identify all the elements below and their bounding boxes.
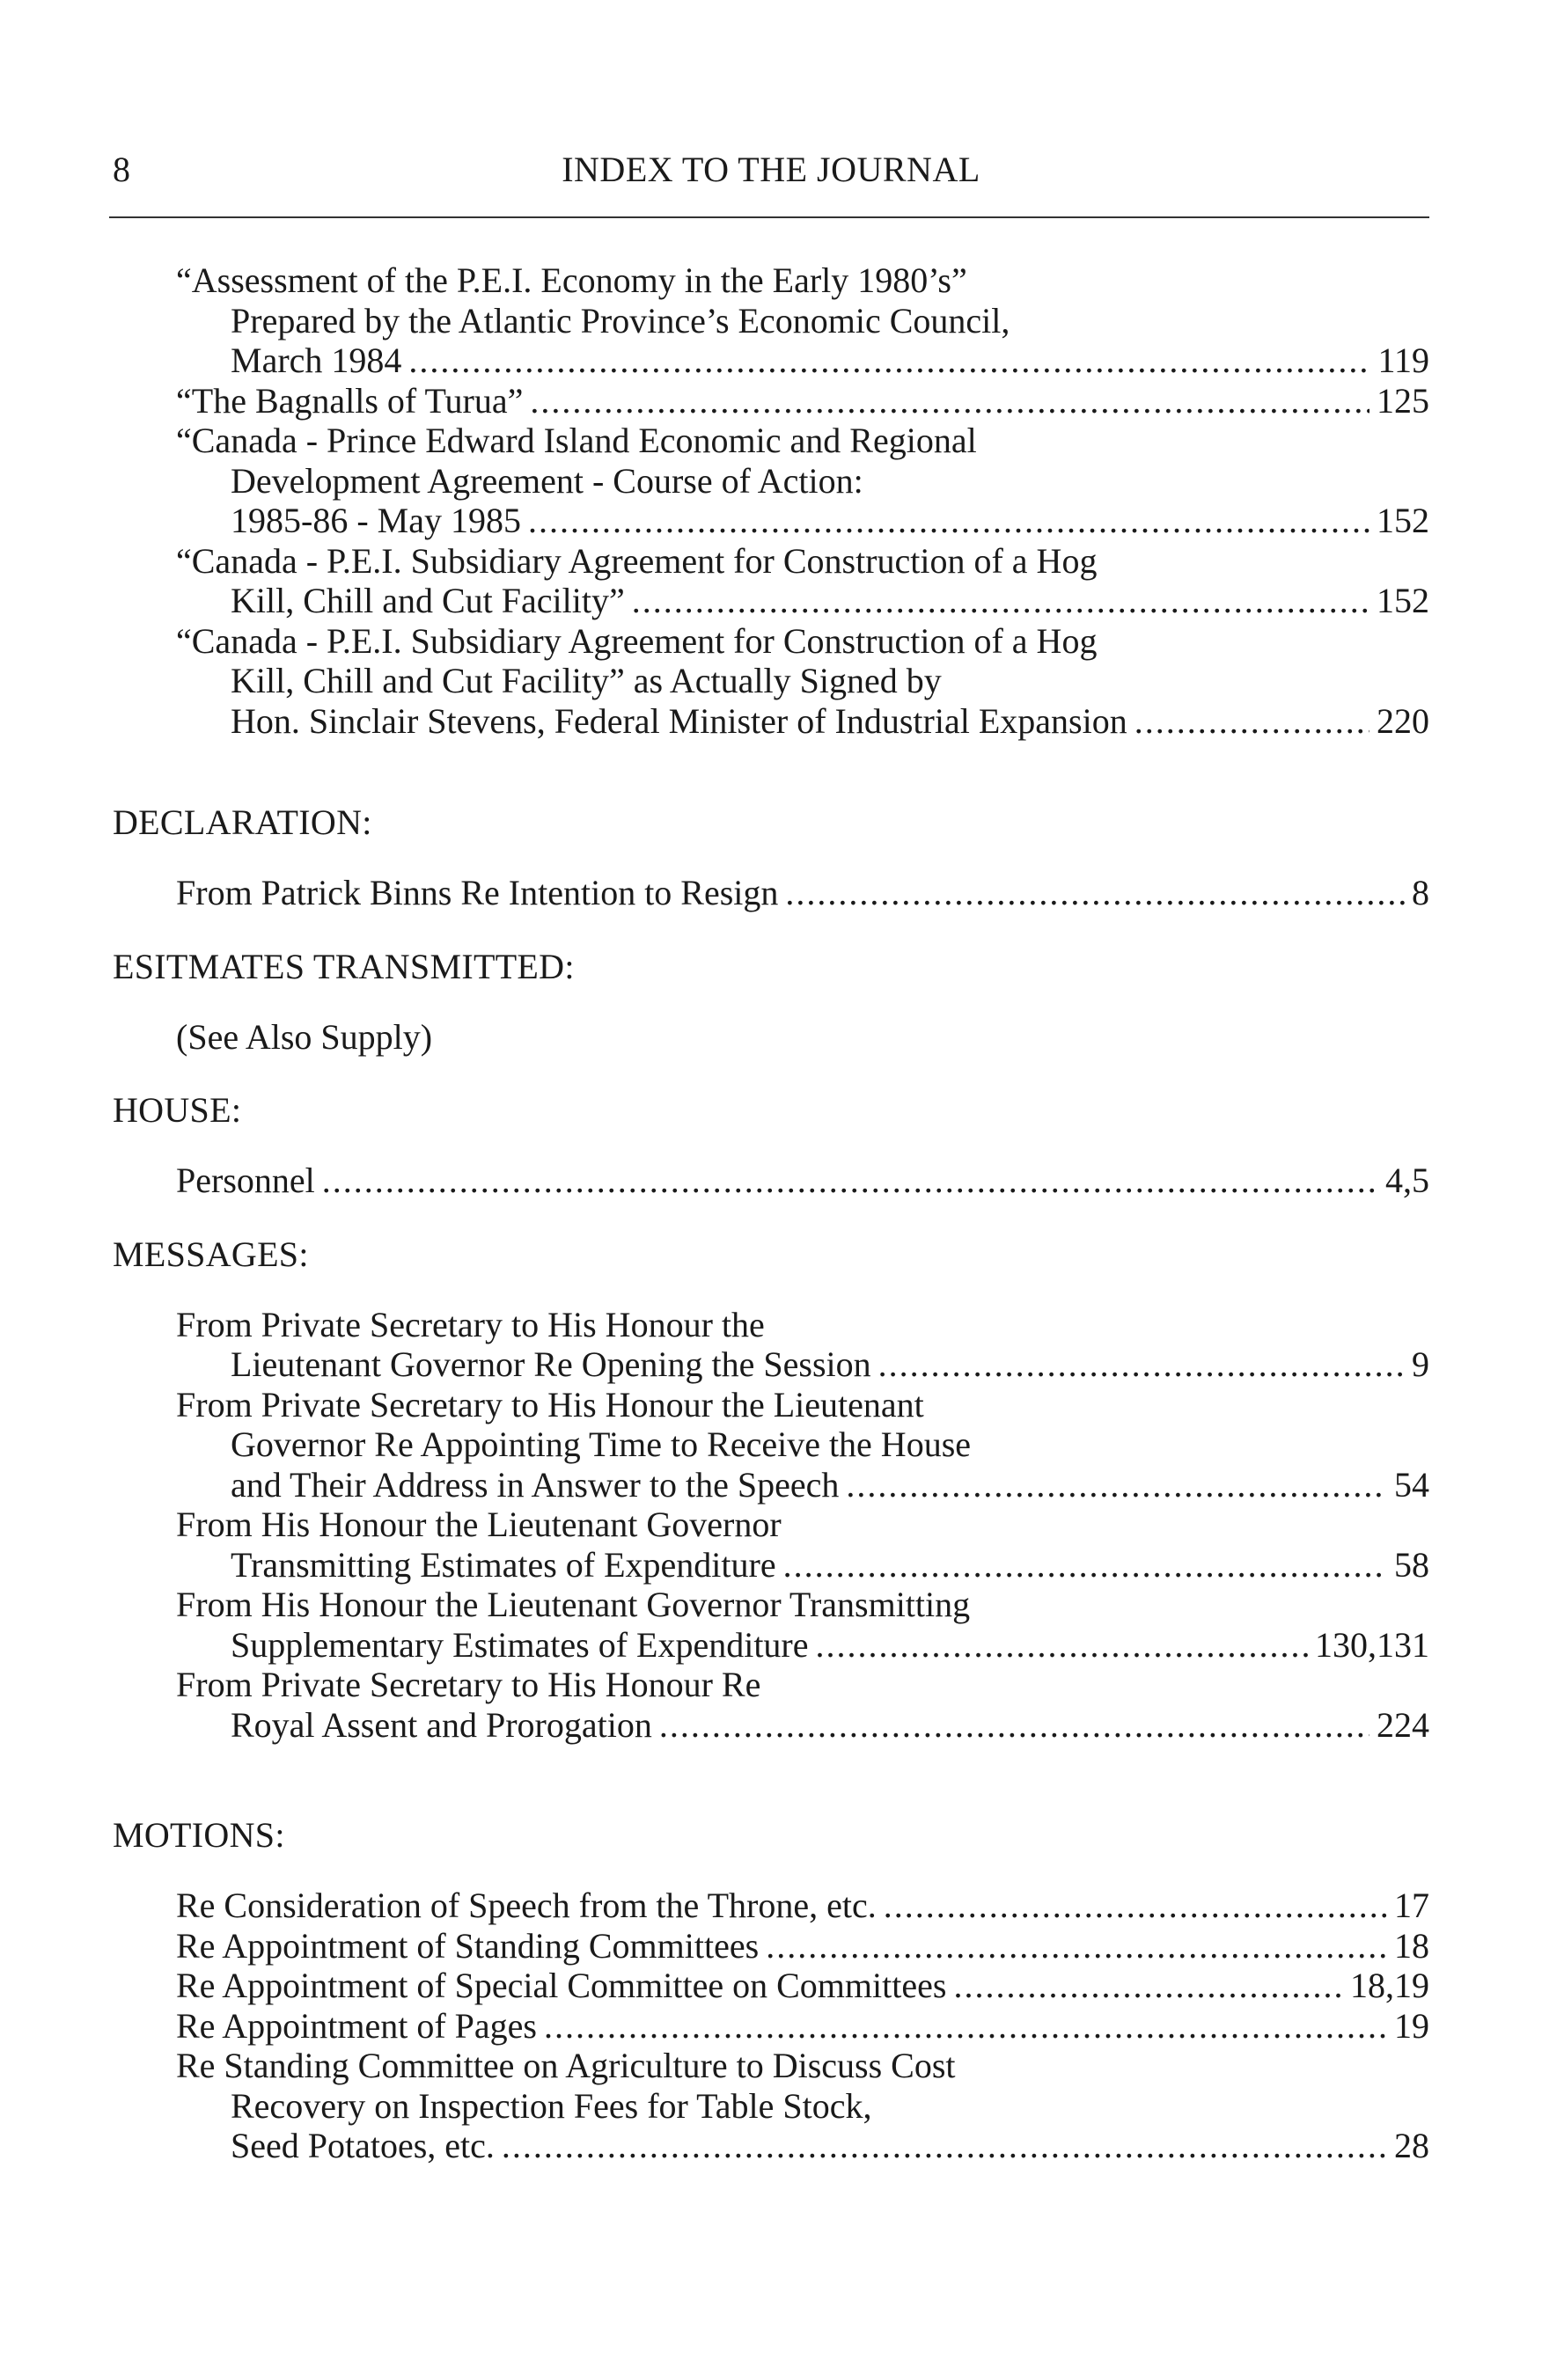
page-reference: 119 — [1377, 341, 1429, 380]
entry-text: Royal Assent and Prorogation — [231, 1704, 652, 1745]
dot-leader — [544, 2006, 1387, 2047]
entry-line: From Private Secretary to His Honour the — [176, 1304, 765, 1344]
index-entry — [176, 541, 1429, 621]
dot-leader — [766, 1926, 1387, 1966]
dot-leader — [785, 873, 1405, 913]
section-heading: DECLARATION: — [113, 802, 372, 842]
index-entry — [176, 1161, 1429, 1201]
entry-text: Hon. Sinclair Stevens, Federal Minister of Industrial Expansion — [231, 700, 1127, 741]
page-reference: 130,131 — [1315, 1624, 1429, 1665]
entry-final-line — [176, 1545, 1429, 1585]
dot-leader — [783, 1545, 1387, 1585]
entry-final-line — [176, 701, 1429, 742]
entry-final-line — [176, 381, 1429, 421]
index-entry — [176, 621, 1429, 742]
entry-line: Recovery on Inspection Fees for Table Stock, — [231, 2085, 872, 2126]
dot-leader — [408, 341, 1370, 381]
dot-leader — [884, 1886, 1387, 1926]
index-entry — [176, 1966, 1429, 2006]
entry-line: Governor Re Appointing Time to Receive the House — [231, 1424, 972, 1464]
index-entry — [176, 2046, 1429, 2166]
entry-text: “The Bagnalls of Turua” — [176, 380, 524, 421]
dot-leader — [1134, 701, 1369, 742]
index-entry — [176, 1017, 1429, 1058]
entry-line: “Canada - Prince Edward Island Economic and Regional — [176, 421, 977, 460]
index-content — [113, 260, 1429, 2166]
page-reference: 220 — [1377, 700, 1429, 741]
entry-line: From Private Secretary to His Honour Re — [176, 1665, 761, 1704]
dot-leader — [528, 501, 1369, 541]
entry-line: “Canada - P.E.I. Subsidiary Agreement for Construction of a Hog — [176, 620, 1098, 661]
dot-leader — [530, 381, 1369, 421]
entry-final-line — [176, 1886, 1429, 1926]
dot-leader — [502, 2126, 1387, 2166]
entry-final-line — [176, 1017, 1429, 1058]
entry-text: Seed Potatoes, etc. — [231, 2126, 495, 2165]
dot-leader — [659, 1705, 1369, 1746]
entry-final-line — [176, 501, 1429, 541]
entry-line: From His Honour the Lieutenant Governor Transmitting — [176, 1585, 971, 1624]
index-entry — [176, 421, 1429, 541]
entry-final-line — [176, 1926, 1429, 1966]
dot-leader — [846, 1465, 1387, 1505]
entry-final-line — [176, 581, 1429, 621]
entry-line: “Assessment of the P.E.I. Economy in the Early 1980’s” — [176, 260, 967, 300]
entry-text: March 1984 — [231, 341, 402, 380]
entry-text: Re Appointment of Standing Committees — [176, 1925, 760, 1966]
section-heading: MOTIONS: — [113, 1815, 285, 1855]
index-entry — [176, 1385, 1429, 1505]
entry-final-line — [176, 1705, 1429, 1746]
entry-text: Personnel — [176, 1161, 315, 1200]
page-reference: 54 — [1394, 1464, 1429, 1505]
dot-leader — [322, 1161, 1378, 1201]
dot-leader — [953, 1966, 1343, 2006]
page-reference: 9 — [1412, 1344, 1429, 1384]
entry-text: From Patrick Binns Re Intention to Resign — [176, 873, 779, 912]
entry-line: Kill, Chill and Cut Facility” as Actually Signed by — [231, 661, 942, 700]
page-reference: 28 — [1394, 2126, 1429, 2165]
entry-text: 1985-86 - May 1985 — [231, 501, 521, 540]
dot-leader — [878, 1344, 1405, 1385]
section-heading: HOUSE: — [113, 1090, 242, 1130]
index-entry — [176, 1926, 1429, 1966]
entry-final-line — [176, 2006, 1429, 2047]
entry-line: From His Honour the Lieutenant Governor — [176, 1505, 782, 1544]
entry-final-line — [176, 1465, 1429, 1505]
page-reference: 152 — [1377, 501, 1429, 540]
index-entry — [176, 1665, 1429, 1745]
dot-leader — [632, 581, 1369, 621]
entry-final-line — [176, 341, 1429, 381]
entry-line: “Canada - P.E.I. Subsidiary Agreement for Construction of a Hog — [176, 540, 1098, 581]
entry-text: (See Also Supply) — [176, 1016, 433, 1057]
page-reference: 224 — [1377, 1704, 1429, 1745]
entry-text: Transmitting Estimates of Expenditure — [231, 1544, 776, 1585]
index-entry — [176, 873, 1429, 913]
entry-final-line — [176, 873, 1429, 913]
section-heading: ESITMATES TRANSMITTED: — [113, 946, 575, 986]
index-entry — [176, 2006, 1429, 2047]
page-reference: 18 — [1394, 1925, 1429, 1966]
index-entry — [176, 260, 1429, 381]
page-reference: 58 — [1394, 1544, 1429, 1585]
entry-final-line — [176, 1966, 1429, 2006]
header-rule — [109, 216, 1429, 218]
section-heading: MESSAGES: — [113, 1234, 309, 1274]
entry-text: Lieutenant Governor Re Opening the Session — [231, 1344, 871, 1384]
page-reference: 17 — [1394, 1886, 1429, 1925]
entry-line: Development Agreement - Course of Action: — [231, 460, 863, 501]
page-reference: 125 — [1377, 380, 1429, 421]
page-number: 8 — [113, 150, 130, 189]
entry-final-line — [176, 1625, 1429, 1666]
page-reference: 4,5 — [1385, 1161, 1429, 1200]
page-header — [0, 146, 1542, 199]
index-entry — [176, 1505, 1429, 1585]
entry-final-line — [176, 1161, 1429, 1201]
page-reference: 8 — [1412, 873, 1429, 912]
running-title: INDEX TO THE JOURNAL — [562, 150, 980, 189]
entry-text: and Their Address in Answer to the Speech — [231, 1464, 840, 1505]
entry-line: From Private Secretary to His Honour the Lieutenant — [176, 1384, 924, 1424]
entry-text: Re Appointment of Pages — [176, 2005, 537, 2046]
entry-final-line — [176, 1344, 1429, 1385]
index-entry — [176, 1585, 1429, 1665]
index-entry — [176, 381, 1429, 421]
index-entry — [176, 1305, 1429, 1385]
page-reference: 152 — [1377, 581, 1429, 620]
entry-text: Supplementary Estimates of Expenditure — [231, 1624, 809, 1665]
entry-line: Re Standing Committee on Agriculture to Discuss Cost — [176, 2046, 956, 2085]
dot-leader — [816, 1625, 1308, 1666]
index-entry — [176, 1886, 1429, 1926]
page-reference: 19 — [1394, 2005, 1429, 2046]
entry-text: Kill, Chill and Cut Facility” — [231, 581, 625, 620]
entry-final-line — [176, 2126, 1429, 2166]
page-reference: 18,19 — [1350, 1966, 1429, 2005]
entry-line: Prepared by the Atlantic Province’s Economic Council, — [231, 300, 1010, 341]
entry-text: Re Consideration of Speech from the Throne, etc. — [176, 1886, 877, 1925]
entry-text: Re Appointment of Special Committee on Committees — [176, 1966, 947, 2005]
